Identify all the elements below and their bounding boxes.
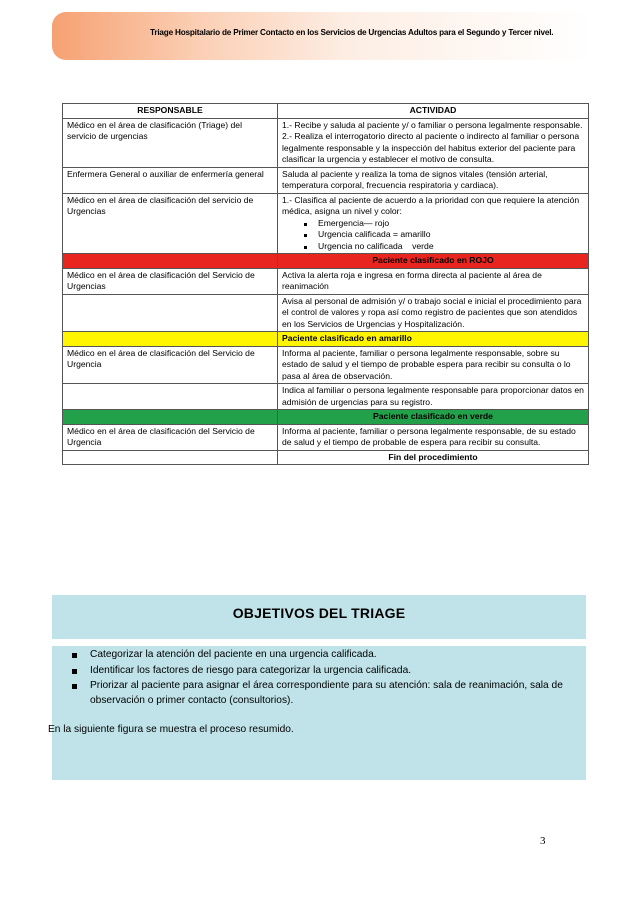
responsable-cell: Médico en el área de clasificación (Triage) del servicio de urgencias <box>63 118 278 167</box>
actividad-cell <box>278 193 589 254</box>
color-level-red: Emergencia— rojo <box>318 218 584 230</box>
band-row-green <box>63 410 589 425</box>
objectives-title: OBJETIVOS DEL TRIAGE <box>232 605 406 621</box>
responsable-cell-empty <box>63 384 278 410</box>
fin-left <box>63 450 278 465</box>
fin-row <box>63 450 589 465</box>
band-row-yellow <box>63 332 589 347</box>
color-level-yellow: Urgencia calificada = amarillo <box>318 229 584 241</box>
responsable-cell: Médico en el área de clasificación del Servicio de Urgencia <box>63 346 278 384</box>
objectives-list <box>72 648 580 709</box>
table-row <box>63 346 589 384</box>
band-green-label: Paciente clasificado en verde <box>278 410 589 425</box>
summary-text: En la siguiente figura se muestra el proceso resumido. <box>48 724 294 735</box>
triage-procedure-table <box>62 103 589 465</box>
table-row <box>63 294 589 332</box>
fin-label: Fin del procedimiento <box>278 450 589 465</box>
responsable-cell: Médico en el área de clasificación del Servicio de Urgencias <box>63 268 278 294</box>
table-row <box>63 167 589 193</box>
actividad-cell: Informa al paciente, familiar o persona legalmente responsable, de su estado de salud y el tiempo de probable de espera para recibir su consulta. <box>278 424 589 450</box>
column-header-actividad: ACTIVIDAD <box>278 104 589 119</box>
document-header-title: Triage Hospitalario de Primer Contacto en los Servicios de Urgencias Adultos para el Segundo y Tercer nivel. <box>150 28 554 37</box>
actividad-cell: Avisa al personal de admisión y/ o trabajo social e inicial el procedimiento para el control de valores y ropa así como registro de pacientes que son atendidos en los Servicios de Urgencias y Hospitalización. <box>278 294 589 332</box>
band-yellow-label: Paciente clasificado en amarillo <box>278 332 589 347</box>
table-row <box>63 384 589 410</box>
classification-text: 1.- Clasifica al paciente de acuerdo a la prioridad con que requiere la atención médica, asigna un nivel y color: <box>282 194 580 216</box>
band-row-red <box>63 254 589 269</box>
actividad-cell: Activa la alerta roja e ingresa en forma directa al paciente al área de reanimación <box>278 268 589 294</box>
table-row <box>63 193 589 254</box>
objective-item: Identificar los factores de riesgo para categorizar la urgencia calificada. <box>72 664 580 679</box>
color-level-green: Urgencia no calificada verde <box>318 241 584 253</box>
table-row <box>63 268 589 294</box>
responsable-cell: Enfermera General o auxiliar de enfermería general <box>63 167 278 193</box>
page-number: 3 <box>540 835 546 847</box>
table-row <box>63 118 589 167</box>
responsable-cell: Médico en el área de clasificación del Servicio de Urgencia <box>63 424 278 450</box>
actividad-cell: 1.- Recibe y saluda al paciente y/ o familiar o persona legalmente responsable. 2.- Realiza el interrogatorio directo al paciente o indirecto al familiar o persona legalmente responsable y la inspección del habitus exterior del paciente para clasificar la urgencia y establecer el motivo de consulta. <box>278 118 589 167</box>
actividad-cell: Indica al familiar o persona legalmente responsable para proporcionar datos en admisión de urgencias para su registro. <box>278 384 589 410</box>
column-header-responsable: RESPONSABLE <box>63 104 278 119</box>
responsable-cell-empty <box>63 294 278 332</box>
band-yellow-left <box>63 332 278 347</box>
actividad-cell: Saluda al paciente y realiza la toma de signos vitales (tensión arterial, temperatura corporal, frecuencia respiratoria y cardiaca). <box>278 167 589 193</box>
responsable-cell: Médico en el área de clasificación del servicio de Urgencias <box>63 193 278 254</box>
table-header-row <box>63 104 589 119</box>
objective-item: Categorizar la atención del paciente en una urgencia calificada. <box>72 648 580 663</box>
band-red-left <box>63 254 278 269</box>
actividad-cell: Informa al paciente, familiar o persona legalmente responsable, sobre su estado de salud y el tiempo de probable espera para recibir su consulta o lo pasa al área de observación. <box>278 346 589 384</box>
band-red-label: Paciente clasificado en ROJO <box>278 254 589 269</box>
table-row <box>63 424 589 450</box>
color-level-list <box>282 218 584 253</box>
band-green-left <box>63 410 278 425</box>
objective-item: Priorizar al paciente para asignar el área correspondiente para su atención: sala de reanimación, sala de observación o primer contacto (consultorios). <box>72 679 580 708</box>
